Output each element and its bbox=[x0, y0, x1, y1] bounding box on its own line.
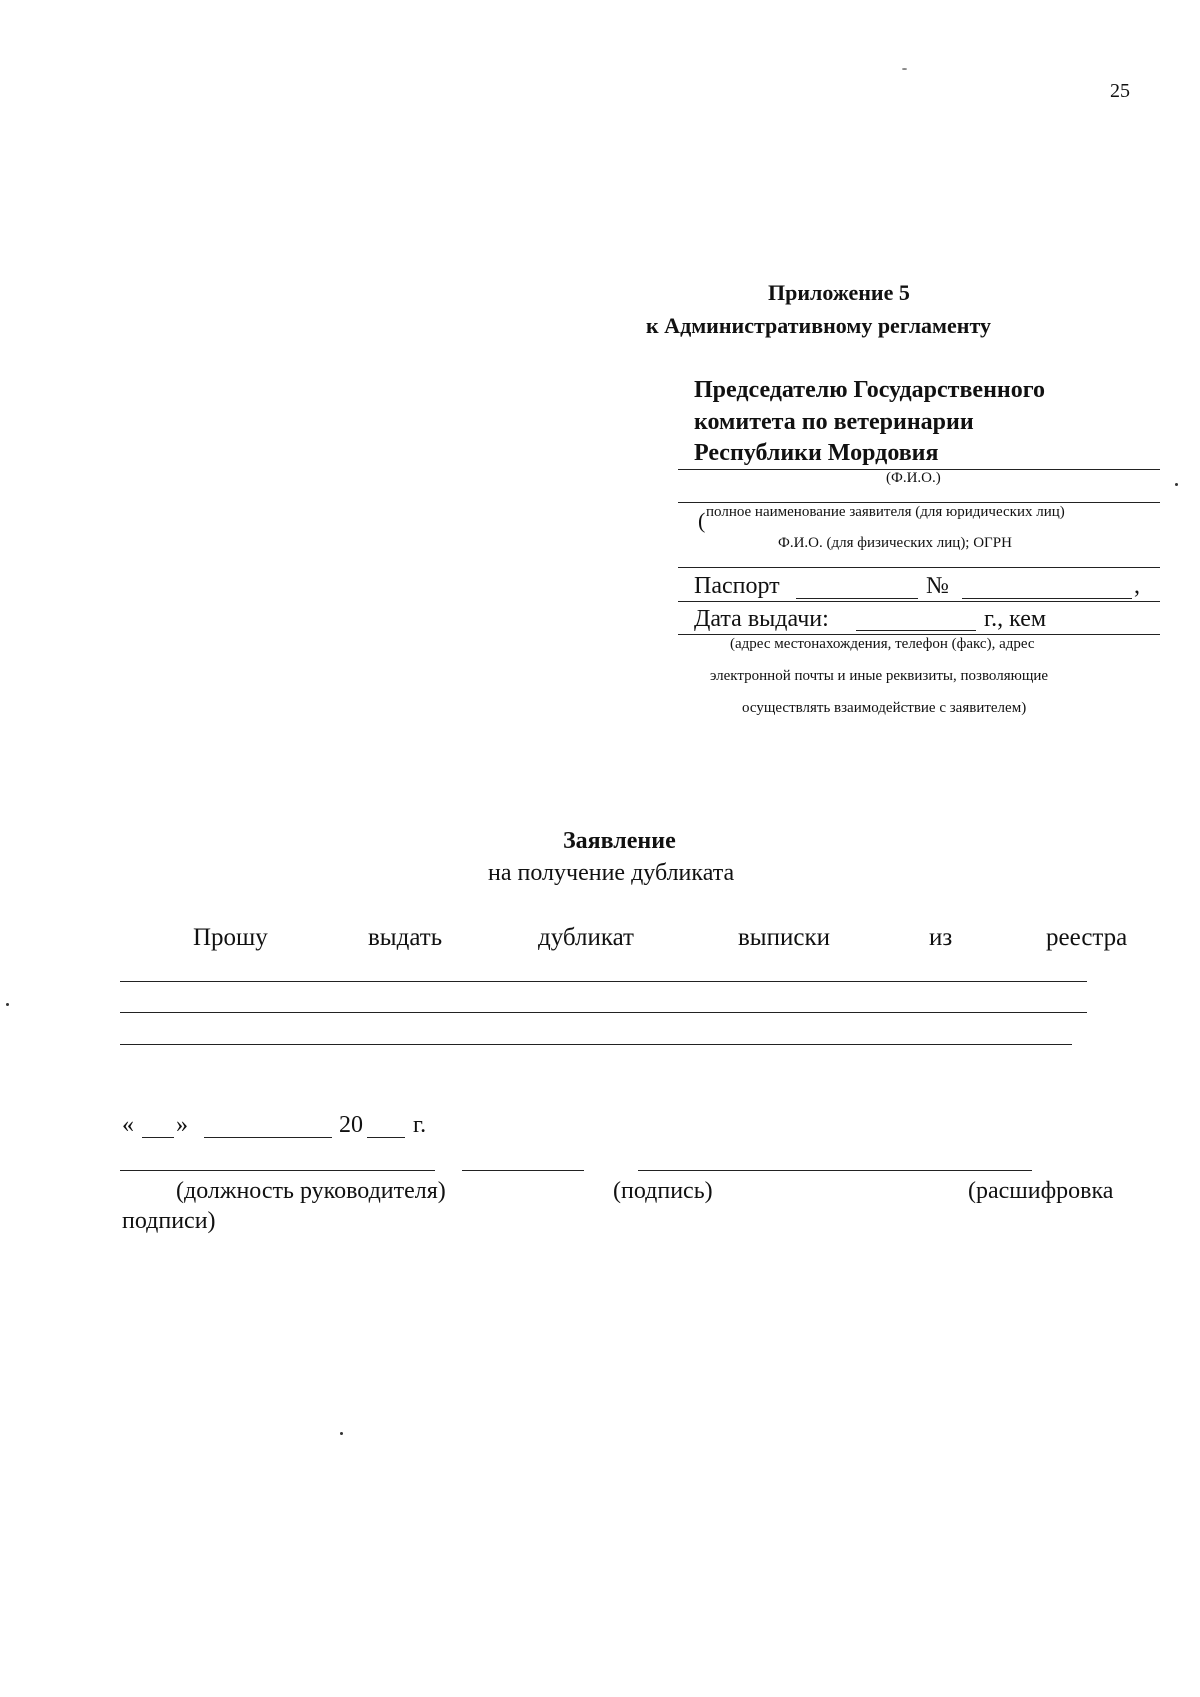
date-year-suffix: г. bbox=[413, 1112, 427, 1138]
address-caption-1: (адрес местонахождения, телефон (факс), адрес bbox=[730, 636, 1035, 652]
signature-line[interactable] bbox=[462, 1170, 584, 1171]
addressee-line-3: Республики Мордовия bbox=[694, 440, 939, 466]
scan-speck bbox=[6, 1003, 9, 1006]
body-word-6: реестра bbox=[1046, 924, 1128, 951]
statement-title: Заявление bbox=[563, 828, 676, 854]
date-day-line[interactable] bbox=[142, 1137, 174, 1138]
body-line-1[interactable] bbox=[120, 981, 1087, 982]
applicant-line[interactable] bbox=[678, 502, 1160, 503]
body-word-4: выписки bbox=[738, 924, 830, 951]
scan-speck bbox=[902, 68, 907, 70]
address-caption-2: электронной почты и иные реквизиты, позволяющие bbox=[710, 668, 1049, 684]
issue-by-label: г., кем bbox=[984, 606, 1047, 632]
passport-series-line[interactable] bbox=[796, 598, 918, 599]
body-word-2: выдать bbox=[368, 924, 443, 951]
date-year-line[interactable] bbox=[367, 1137, 405, 1138]
statement-subtitle bbox=[488, 860, 734, 887]
body-word-5: из bbox=[929, 924, 953, 951]
body-word-3: дубликат bbox=[538, 924, 634, 951]
date-year-prefix: 20 bbox=[339, 1112, 363, 1138]
address-caption-3: осуществлять взаимодействие с заявителем) bbox=[742, 700, 1027, 716]
body-word-1: Прошу bbox=[193, 924, 268, 951]
decoding-line[interactable] bbox=[638, 1170, 1032, 1171]
applicant-caption-1: полное наименование заявителя (для юридических лиц) bbox=[706, 504, 1065, 520]
decoding-caption: (расшифровка bbox=[968, 1178, 1114, 1204]
body-line-2[interactable] bbox=[120, 1012, 1087, 1013]
applicant-bracket: ( bbox=[698, 508, 706, 533]
passport-top-line bbox=[678, 567, 1160, 568]
passport-label: Паспорт bbox=[694, 573, 780, 599]
body-line-3[interactable] bbox=[120, 1044, 1072, 1045]
applicant-caption-2: Ф.И.О. (для физических лиц); ОГРН bbox=[778, 535, 1012, 551]
scan-speck bbox=[1175, 483, 1178, 486]
passport-number-label: № bbox=[926, 573, 949, 599]
page-number: 25 bbox=[1110, 80, 1130, 102]
date-open-quote: « bbox=[122, 1112, 134, 1138]
signature-caption: (подпись) bbox=[613, 1178, 713, 1204]
date-month-line[interactable] bbox=[204, 1137, 332, 1138]
issue-bottom-line[interactable] bbox=[678, 634, 1160, 635]
statement-subtitle-text: на получение дубликата bbox=[488, 860, 735, 886]
position-line[interactable] bbox=[120, 1170, 435, 1171]
appendix-title: Приложение 5 bbox=[768, 280, 910, 305]
issue-date-line[interactable] bbox=[856, 630, 976, 631]
passport-number-line[interactable] bbox=[962, 598, 1132, 599]
passport-bottom-line bbox=[678, 601, 1160, 602]
position-caption: (должность руководителя) bbox=[176, 1178, 446, 1204]
appendix-subtitle: к Административному регламенту bbox=[646, 313, 991, 338]
date-close-quote: » bbox=[176, 1112, 188, 1138]
issue-date-label: Дата выдачи: bbox=[694, 606, 829, 632]
scan-speck bbox=[340, 1432, 343, 1435]
addressee-line-1: Председателю Государственного bbox=[694, 377, 1046, 403]
addressee-line-2: комитета по ветеринарии bbox=[694, 409, 974, 435]
decoding-caption-cont: подписи) bbox=[122, 1208, 216, 1234]
passport-comma: , bbox=[1134, 573, 1140, 599]
fio-caption: (Ф.И.О.) bbox=[886, 470, 941, 486]
